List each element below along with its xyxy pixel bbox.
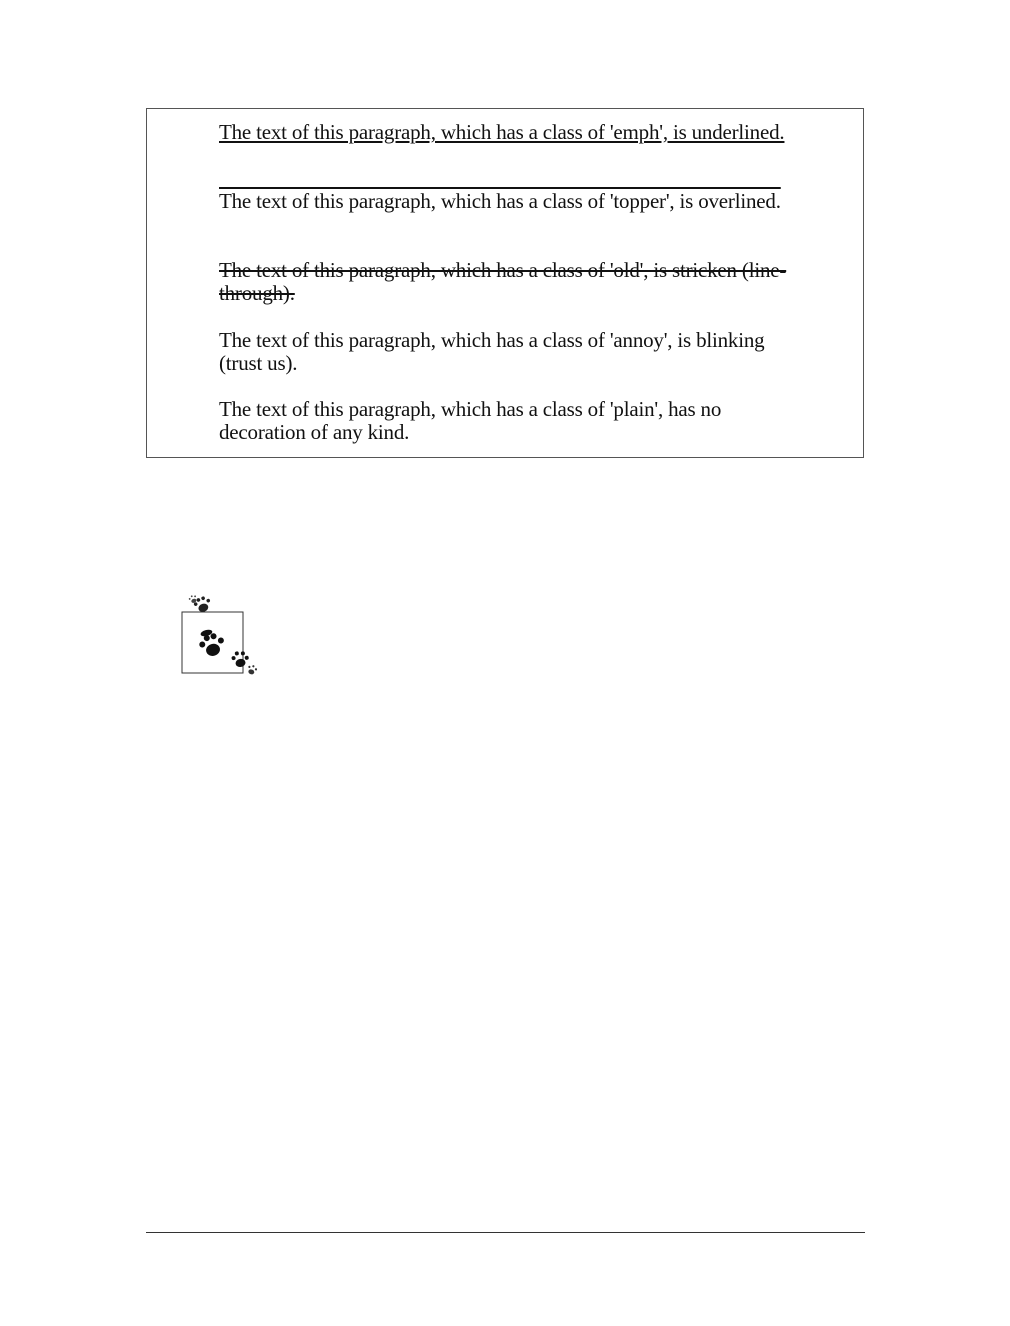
paragraph-emph: The text of this paragraph, which has a class of 'emph', is underlined. xyxy=(219,120,785,144)
footer-rule xyxy=(146,1232,865,1233)
paragraph-annoy: The text of this paragraph, which has a class of 'annoy', is blinking (trust us). xyxy=(219,328,765,375)
paragraph-plain: The text of this paragraph, which has a class of 'plain', has no decoration of any kind. xyxy=(219,397,722,444)
paragraph-old: The text of this paragraph, which has a class of 'old', is stricken (line-through). xyxy=(219,258,787,305)
paw-prints-tip-icon xyxy=(178,594,262,680)
example-figure xyxy=(146,108,864,458)
paragraph-topper: The text of this paragraph, which has a class of 'topper', is overlined. xyxy=(219,189,781,213)
